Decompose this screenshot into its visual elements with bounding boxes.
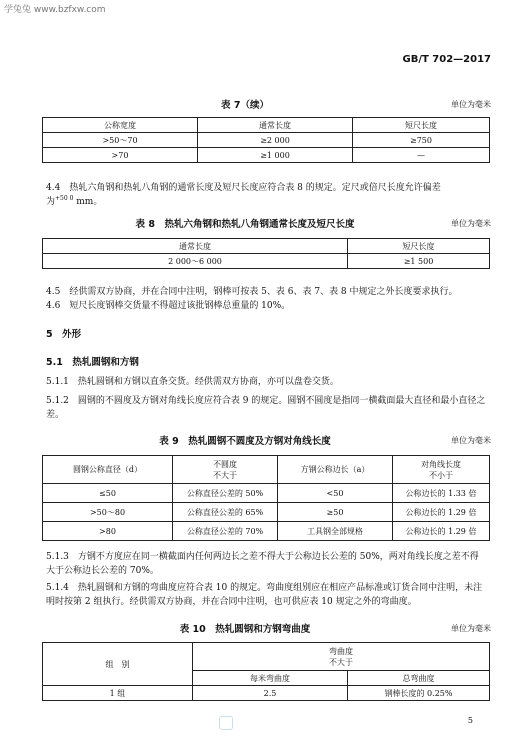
table9-cell: ≥50 [278,503,393,522]
table8-cell: ≥1 500 [348,254,490,269]
clause-4-6: 4.6 短尺长度钢棒交货量不得超过该批钢棒总重量的 10%。 [46,301,291,311]
table9-caption: 表 9 热轧圆钢不圆度及方钢对角线长度 [159,436,331,447]
table10 [42,642,490,701]
clause-5-1-4: 5.1.4 热轧圆钢和方钢的弯曲度应符合表 10 的规定。弯曲度组别应在相应产品标准或订货合同中注明，未注明时按第 2 组执行。经供需双方协商，并在合同中注明，也可供应表 10 规定之外的弯曲度。 [46,583,483,607]
table7-header: 公称宽度 [43,118,198,133]
tolerance-prefix: 为 [46,197,56,207]
clause-4-4-line2 [46,195,486,209]
table9-cell: 公称边长的 1.33 倍 [393,484,490,503]
table10-cell: 1 组 [43,686,193,701]
table9-cell: >50～80 [43,503,173,522]
table9-cell: <50 [278,484,393,503]
clause-5-1-3: 5.1.3 方钢不方度应在同一横截面内任何两边长之差不得大于公称边长公差的 50%，两对角线长度之差不得大于公称边长公差的 70%。 [46,552,479,576]
table9-header: 圆钢公称直径（d） [43,456,173,484]
table8-header: 通常长度 [43,239,348,254]
table10-group-header: 组 别 [43,643,193,686]
clause-4-4-line1: 4.4 热轧六角钢和热轧八角钢的通常长度及短尺长度应符合表 8 的规定。定尺或倍尺长度允许偏差 [46,183,441,193]
table8-header: 短尺长度 [348,239,490,254]
table7 [42,117,490,163]
table9 [42,455,490,541]
page-marker-icon [219,716,233,730]
table8-cell: 2 000～6 000 [43,254,348,269]
table10-subheader: 总弯曲度 [348,671,490,686]
table9-cell: >80 [43,522,173,541]
table9-cell: ≤50 [43,484,173,503]
clause-4-4 [46,181,486,209]
table9-cell: 公称边长的 1.29 倍 [393,522,490,541]
section-5-1-heading: 5.1 热轧圆钢和方钢 [46,357,139,368]
table10-cell: 2.5 [193,686,348,701]
page-number: 5 [467,716,473,725]
table7-cell: ≥2 000 [198,133,353,148]
section-5-heading: 5 外形 [46,329,82,340]
table7-header: 通常长度 [198,118,353,133]
table8 [42,238,490,269]
table9-header: 对角线长度 不小于 [393,456,490,484]
table10-bend-header: 弯曲度 不大于 [193,643,490,671]
table9-cell: 公称直径公差的 65% [173,503,278,522]
tolerance-value: +50 0 [55,195,74,202]
table7-header: 短尺长度 [353,118,490,133]
table10-caption: 表 10 热轧圆钢和方钢弯曲度 [179,624,311,635]
clause-4-5: 4.5 经供需双方协商，并在合同中注明，钢棒可按表 5、表 6、表 7、表 8 中规定之外长度要求执行。 [46,287,458,297]
watermark: 学兔兔 www.bzfxw.com [4,5,106,15]
table7-cell: ≥1 000 [198,148,353,163]
standard-number: GB/T 702—2017 [402,54,491,65]
table8-caption: 表 8 热轧六角钢和热轧八角钢通常长度及短尺长度 [135,219,355,230]
table9-cell: 公称直径公差的 50% [173,484,278,503]
table7-cell: ≥750 [353,133,490,148]
table9-header: 方钢公称边长（a） [278,456,393,484]
table10-subheader: 每米弯曲度 [193,671,348,686]
table10-unit: 单位为毫米 [451,624,491,633]
table9-cell: 公称直径公差的 70% [173,522,278,541]
table8-unit: 单位为毫米 [451,219,491,228]
clause-5-1-2: 5.1.2 圆钢的不圆度及方钢对角线长度应符合表 9 的规定。圆钢不圆度是指同一横截面最大直径和最小直径之差。 [46,396,486,420]
table7-cell: >70 [43,148,198,163]
table7-caption: 表 7（续） [221,100,269,111]
table10-cell: 钢棒长度的 0.25% [348,686,490,701]
table9-unit: 单位为毫米 [451,436,491,445]
tolerance-unit: mm。 [73,197,103,207]
table7-cell: >50～70 [43,133,198,148]
table9-cell: 公称边长的 1.29 倍 [393,503,490,522]
table7-unit: 单位为毫米 [451,100,491,109]
table9-cell: 工具钢全部规格 [278,522,393,541]
clause-5-1-1: 5.1.1 热轧圆钢和方钢以直条交货。经供需双方协商，亦可以盘卷交货。 [46,377,339,387]
table9-header: 不圆度 不大于 [173,456,278,484]
table7-cell: — [353,148,490,163]
